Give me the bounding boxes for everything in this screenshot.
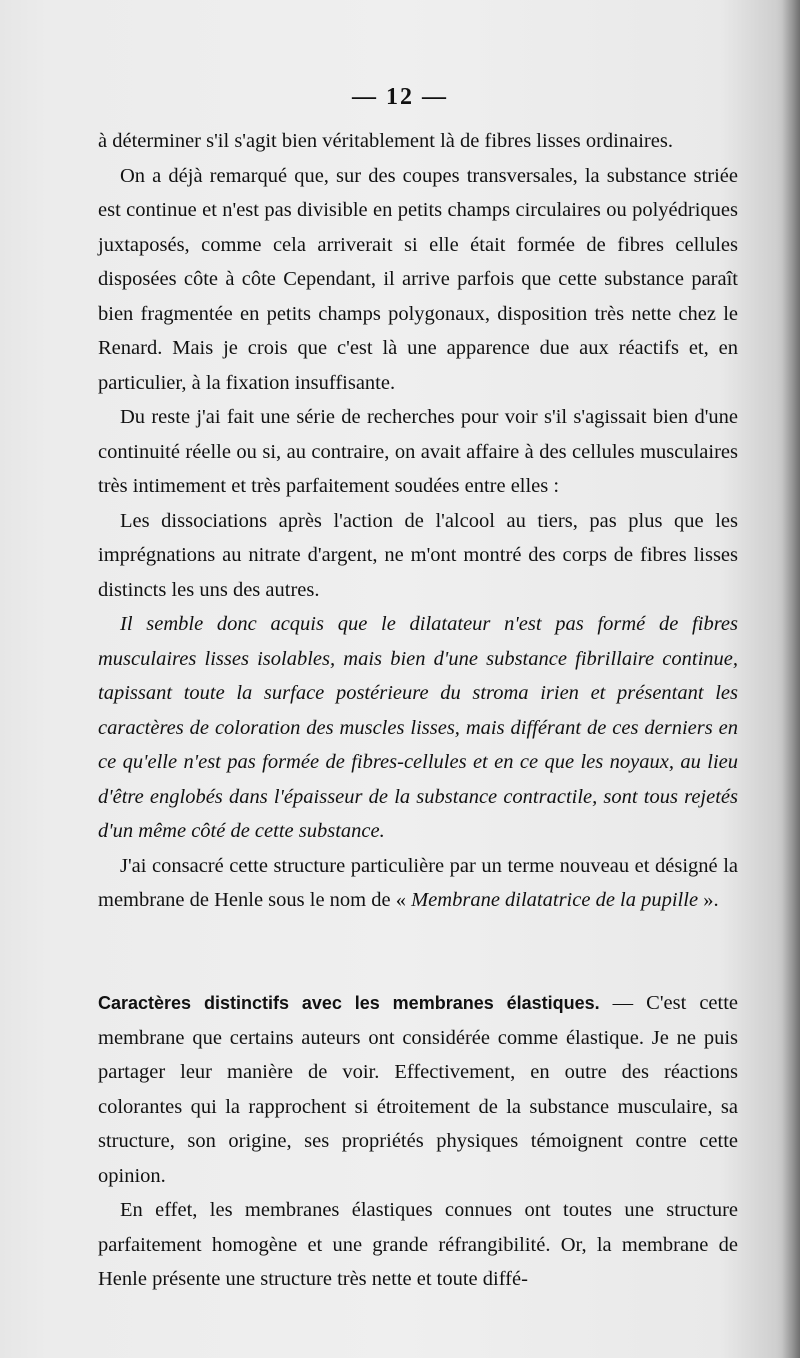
paragraph-elastic-text: — C'est cette membrane que certains auteurs ont considérée comme élastique. Je ne puis partager leur manière de voir. Effectivement, en outre des réactions colorantes qui la rapprochent si étroitement de la substance musculaire, sa structure, son origine, ses propriétés physiques témoignent contre cette opinion.: [98, 992, 739, 1187]
page-gutter-shadow: [782, 0, 800, 1358]
paragraph-elastic-membranes: [98, 986, 738, 1193]
paragraph-continuation: à déterminer s'il s'agit bien véritablement là de fibres lisses ordinaires.: [98, 130, 673, 152]
naming-text-start: J'ai consacré cette structure particulière par un terme nouveau et désigné la membrane de Henle sous le nom de «: [98, 854, 738, 911]
page-number: — 12 —: [352, 84, 448, 110]
naming-text-end: ».: [698, 889, 719, 911]
paragraph-transverse-sections: On a déjà remarqué que, sur des coupes transversales, la substance striée est continue et n'est pas divisible en petits champs circulaires ou polyédriques juxtaposés, comme cela arriverait si elle était formée de fibres cellules disposées côte à côte Cependant, il arrive parfois que cette substance paraît bien fragmentée en petits champs polygonaux, disposition très nette chez le Renard. Mais je crois que c'est là une apparence due aux réactifs et, en particulier, à la fixation insuffisante.: [98, 164, 738, 394]
membrane-name-italic: Membrane dilatatrice de la pupille: [411, 889, 699, 911]
paragraph-homogeneous-structure: En effet, les membranes élastiques connues ont toutes une structure parfaitement homogène et une grande réfrangibilité. Or, la membrane de Henle présente une structure très nette et toute diffé-: [98, 1199, 738, 1290]
section-heading: Caractères distinctifs avec les membranes élastiques.: [98, 993, 600, 1013]
paragraph-dissociations: Les dissociations après l'action de l'alcool au tiers, pas plus que les imprégnations au nitrate d'argent, ne m'ont montré des corps de fibres lisses distincts les uns des autres.: [98, 509, 738, 601]
text-block-upper: [98, 124, 738, 918]
text-block-lower: [98, 986, 738, 1297]
paragraph-research: Du reste j'ai fait une série de recherches pour voir s'il s'agissait bien d'une continuité réelle ou si, au contraire, on avait affaire à des cellules musculaires très intimement et très parfaitement soudées entre elles :: [98, 406, 738, 497]
paragraph-conclusion-italic: Il semble donc acquis que le dilatateur n'est pas formé de fibres musculaires lisses isolables, mais bien d'une substance fibrillaire continue, tapissant toute la surface postérieure du stroma irien et présentant les caractères de coloration des muscles lisses, mais différant de ces derniers en ce qu'elle n'est pas formée de fibres-cellules et en ce que les noyaux, au lieu d'être englobés dans l'épaisseur de la substance contractile, sont tous rejetés d'un même côté de cette substance.: [98, 613, 738, 842]
paragraph-naming: [98, 849, 738, 918]
